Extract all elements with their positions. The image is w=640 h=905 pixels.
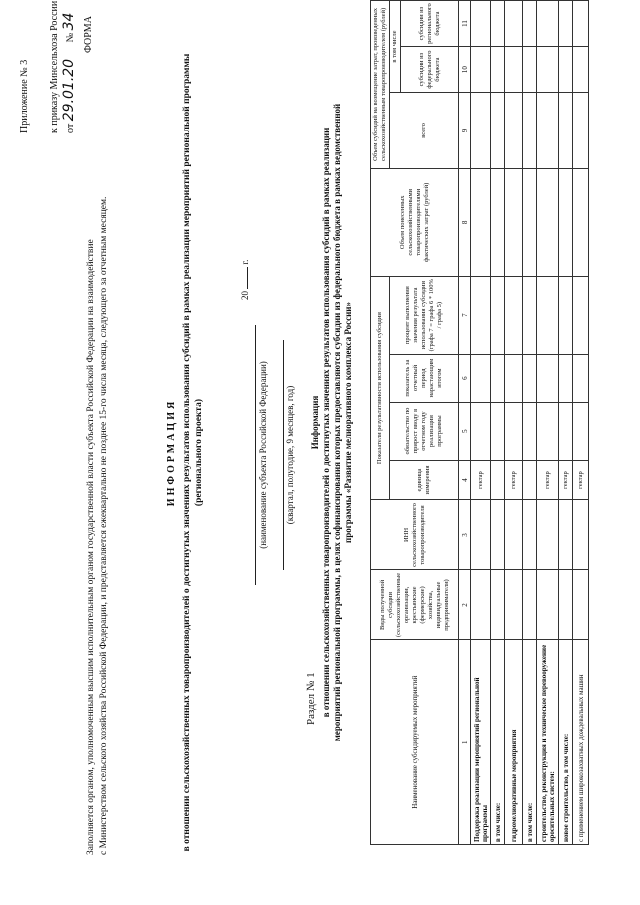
- col-number: 9: [459, 93, 471, 169]
- row-unit: гектар: [573, 460, 589, 500]
- cell[interactable]: [491, 47, 505, 93]
- cell[interactable]: [573, 93, 589, 169]
- cell[interactable]: [471, 276, 491, 354]
- year-suffix: г.: [240, 259, 250, 265]
- cell[interactable]: [491, 1, 505, 47]
- table-title-line-2: в отношении сельскохозяйственных товаропроизводителей о достигнутых значениях результатов использования субсидий в рамках реализации: [321, 127, 331, 718]
- cell[interactable]: [523, 570, 537, 640]
- cell[interactable]: [505, 47, 523, 93]
- cell[interactable]: [537, 1, 559, 47]
- row-unit: гектар: [559, 460, 573, 500]
- cell[interactable]: [537, 354, 559, 402]
- cell[interactable]: [559, 402, 573, 460]
- cell[interactable]: [559, 47, 573, 93]
- cell[interactable]: [573, 570, 589, 640]
- order-date: 29.01.20: [61, 58, 77, 122]
- cell[interactable]: [505, 93, 523, 169]
- col-header-subsidy-type: Виды полученной субсидии (сельскохозяйственные организации, крестьянские (фермерские) хозяйства, индивидуальные предприниматели): [371, 570, 459, 640]
- period-label: (квартал, полугодие, 9 месяцев, год): [285, 385, 295, 525]
- fill-note-line-1: Заполняется органом, уполномоченным высшим исполнительным органом государственной власти субъекта Российской Федерации на взаимодействие: [86, 239, 96, 855]
- cell[interactable]: [491, 276, 505, 354]
- col-number: 10: [459, 47, 471, 93]
- cell[interactable]: [559, 276, 573, 354]
- appendix-label: Приложение № 3: [19, 59, 30, 133]
- col-header-activities: Наименование субсидируемых мероприятий: [371, 640, 459, 845]
- cell[interactable]: [559, 354, 573, 402]
- cell[interactable]: [523, 500, 537, 570]
- cell[interactable]: [505, 1, 523, 47]
- cell[interactable]: [505, 168, 523, 276]
- col-number: 3: [459, 500, 471, 570]
- cell[interactable]: [537, 402, 559, 460]
- col-group-funds: Объем субсидий на возмещение затрат, произведенных сельскохозяйственным товаропроизводителем (рублей): [371, 1, 390, 169]
- cell[interactable]: [505, 276, 523, 354]
- cell[interactable]: [471, 47, 491, 93]
- table-title-line-4: программы «Развитие мелиоративного комплекса России»: [343, 302, 353, 543]
- table-row: [491, 1, 505, 845]
- order-line: к приказу Минсельхоза России: [49, 0, 60, 133]
- document-title: ИНФОРМАЦИЯ: [166, 398, 177, 507]
- col-header-inn: ИНН сельскохозяйственного товаропроизводителя: [371, 500, 459, 570]
- results-table-wrap: [370, 0, 630, 845]
- region-label: (наименование субъекта Российской Федерации): [258, 361, 268, 549]
- cell[interactable]: [471, 402, 491, 460]
- cell[interactable]: [491, 93, 505, 169]
- cell[interactable]: [471, 1, 491, 47]
- table-row: [471, 1, 491, 845]
- cell[interactable]: [523, 354, 537, 402]
- col-header-costs: Объем понесенных сельскохозяйственными товаропроизводителями фактических затрат (рублей): [371, 168, 459, 276]
- cell[interactable]: [559, 168, 573, 276]
- cell[interactable]: [523, 47, 537, 93]
- appendix-header: [18, 1, 96, 133]
- col-header-unit: единица измерения: [390, 460, 459, 500]
- cell[interactable]: [471, 168, 491, 276]
- cell[interactable]: [471, 500, 491, 570]
- row-unit: гектар: [505, 460, 523, 500]
- cell[interactable]: [573, 500, 589, 570]
- row-name: новое строительство, в том числе:: [559, 640, 573, 845]
- col-number: 7: [459, 276, 471, 354]
- cell[interactable]: [537, 570, 559, 640]
- cell[interactable]: [537, 276, 559, 354]
- subtitle-line-1: в отношении сельскохозяйственных товаропроизводителей о достигнутых значениях результатов использования субсидий в рамках реализации мероприятий региональной программы: [182, 53, 192, 852]
- col-number: 2: [459, 570, 471, 640]
- cell[interactable]: [573, 1, 589, 47]
- row-unit: гектар: [471, 460, 491, 500]
- cell[interactable]: [471, 354, 491, 402]
- cell[interactable]: [491, 168, 505, 276]
- cell[interactable]: [559, 500, 573, 570]
- number-prefix: №: [65, 32, 76, 43]
- subtitle-line-2: (регионального проекта): [194, 398, 204, 507]
- document-subtitle: [181, 0, 205, 905]
- cell[interactable]: [573, 354, 589, 402]
- cell[interactable]: [505, 570, 523, 640]
- col-header-obligation: обязательство по прирост вводу в отчетном году реализации программы: [390, 402, 459, 460]
- cell[interactable]: [471, 570, 491, 640]
- cell[interactable]: [505, 402, 523, 460]
- form-label: ФОРМА: [83, 16, 94, 53]
- cell[interactable]: [573, 402, 589, 460]
- row-name: в том числе:: [491, 640, 505, 845]
- cell[interactable]: [537, 47, 559, 93]
- cell[interactable]: [523, 402, 537, 460]
- fill-note-line-2: с Министерством сельского хозяйства Российской Федерации, и представляется ежеквартально не позднее 15-го числа месяца, следующего за отчетным месяцем.: [99, 196, 109, 855]
- col-number: 1: [459, 640, 471, 845]
- cell[interactable]: [573, 276, 589, 354]
- section-label: Раздел № 1: [305, 672, 317, 725]
- year-prefix: 20: [240, 291, 250, 300]
- table-row: [573, 1, 589, 845]
- col-number: 6: [459, 354, 471, 402]
- col-number: 4: [459, 460, 471, 500]
- col-header-federal: субсидии из федерального бюджета: [401, 47, 459, 93]
- order-number: 34: [61, 12, 77, 31]
- cell[interactable]: [523, 93, 537, 169]
- cell[interactable]: [559, 1, 573, 47]
- row-name: с применением широкозахватных дождевальных машин: [573, 640, 589, 845]
- col-group-results: Показатели результативности использования субсидии: [371, 276, 390, 500]
- cell[interactable]: [523, 276, 537, 354]
- table-row: [523, 1, 537, 845]
- cell[interactable]: [491, 402, 505, 460]
- row-name: в том числе:: [523, 640, 537, 845]
- column-numbers-row: [459, 1, 471, 845]
- results-table: [370, 0, 589, 845]
- row-unit: [491, 460, 505, 500]
- region-underline: [255, 325, 256, 585]
- cell[interactable]: [523, 168, 537, 276]
- cell[interactable]: [573, 47, 589, 93]
- row-unit: гектар: [537, 460, 559, 500]
- date-prefix: от: [65, 123, 76, 133]
- col-number: 8: [459, 168, 471, 276]
- table-title-line-1: Информация: [310, 395, 320, 450]
- row-name: Поддержка реализации мероприятий региональной программы: [471, 640, 491, 845]
- cell[interactable]: [537, 500, 559, 570]
- table-title-line-3: мероприятий региональной программы, в целях софинансирования которых предоставляются субсидии из федерального бюджета в рамках ведомственной: [332, 103, 342, 742]
- row-name: гидромелиоративные мероприятия: [505, 640, 523, 845]
- cell[interactable]: [559, 93, 573, 169]
- cell[interactable]: [471, 93, 491, 169]
- cell[interactable]: [491, 354, 505, 402]
- table-row: [505, 1, 523, 845]
- table-title: [310, 0, 354, 845]
- cell[interactable]: [537, 168, 559, 276]
- row-name: строительство, реконструкция и техническое перевооружение оросительных систем:: [537, 640, 559, 845]
- col-number: 5: [459, 402, 471, 460]
- col-header-total: всего: [390, 93, 459, 169]
- cell[interactable]: [573, 168, 589, 276]
- col-header-in-that: в том числе: [390, 1, 401, 93]
- cell[interactable]: [505, 354, 523, 402]
- year-field: [240, 260, 250, 300]
- period-underline: [283, 340, 284, 570]
- cell[interactable]: [491, 570, 505, 640]
- col-header-regional: субсидии из регионального бюджета: [401, 1, 459, 47]
- col-number: 11: [459, 1, 471, 47]
- cell[interactable]: [491, 500, 505, 570]
- row-unit: [523, 460, 537, 500]
- table-row: [537, 1, 559, 845]
- cell[interactable]: [505, 500, 523, 570]
- cell[interactable]: [523, 1, 537, 47]
- cell[interactable]: [537, 93, 559, 169]
- col-header-percent: процент выполнения значения результата использования субсидии (графа 7 = графа 6 * 100% / графа 5): [390, 276, 459, 354]
- table-row: [559, 1, 573, 845]
- cell[interactable]: [559, 570, 573, 640]
- col-header-period-value: показатель за отчетный период нарастающим итогом: [390, 354, 459, 402]
- fill-note: [85, 197, 111, 855]
